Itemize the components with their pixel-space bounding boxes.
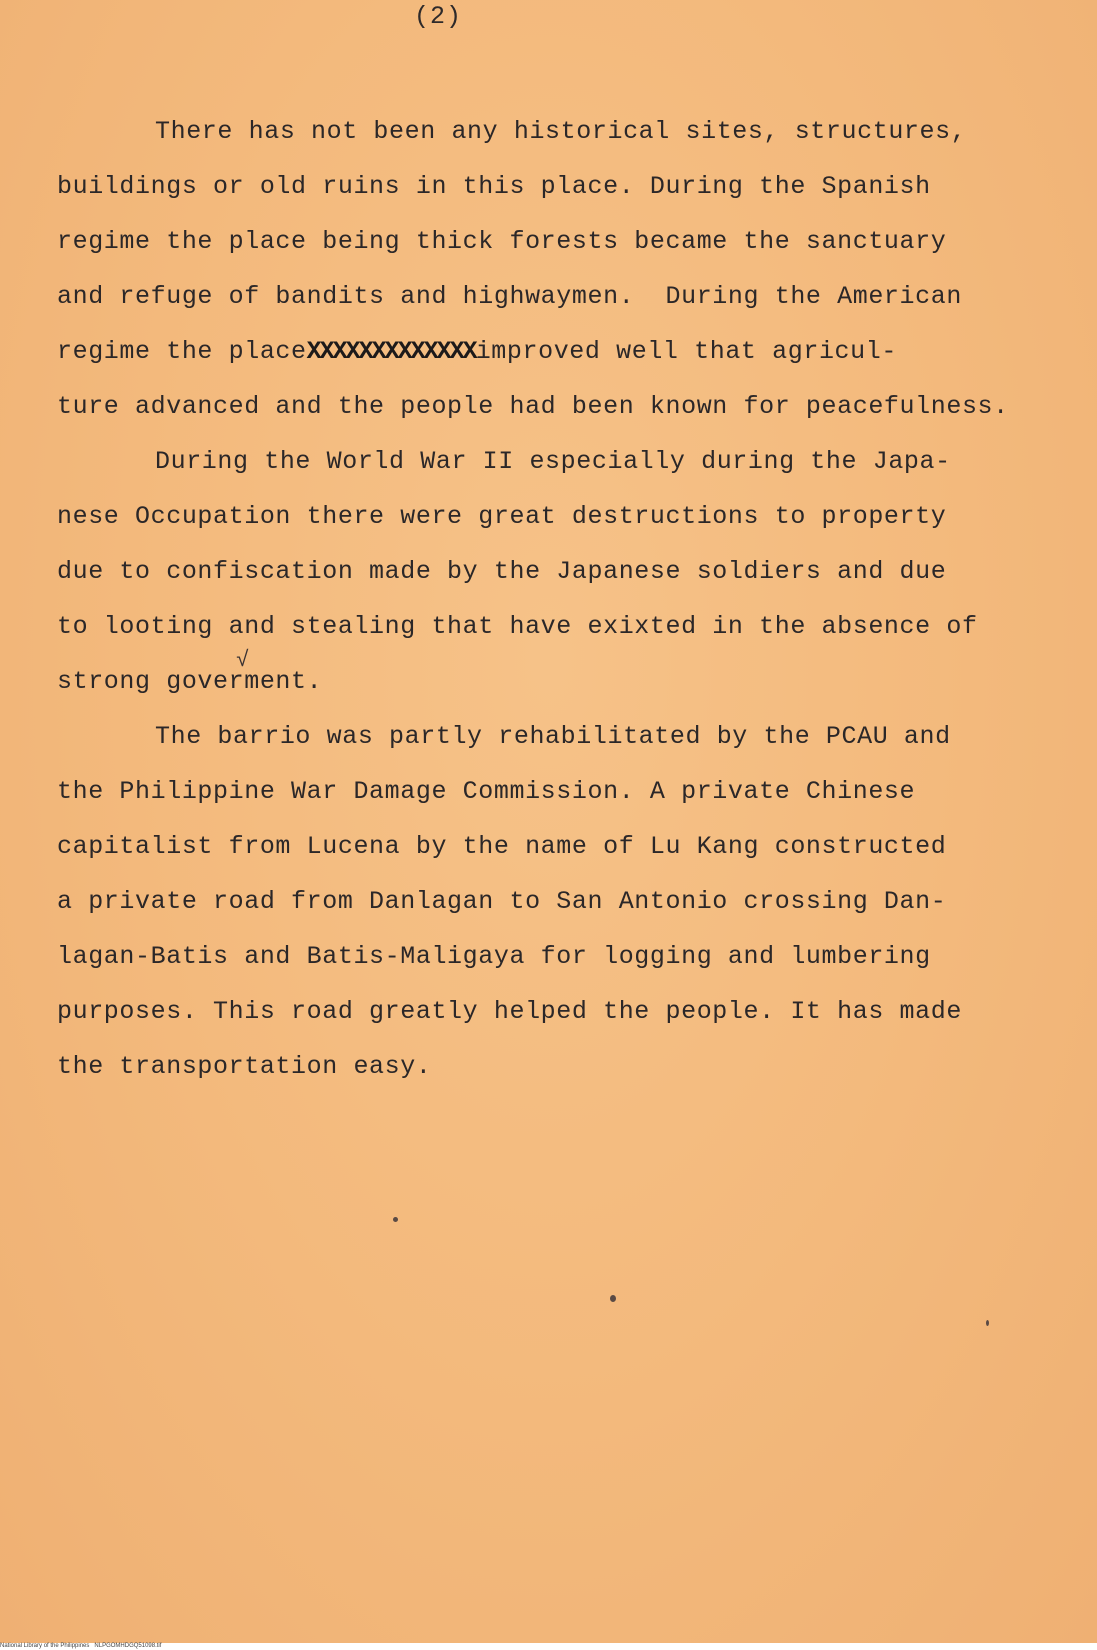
text-line: purposes. This road greatly helped the people. It has made <box>57 997 962 1026</box>
text-line: capitalist from Lucena by the name of Lu Kang constructed <box>57 832 947 861</box>
text-line: ture advanced and the people had been known for peacefulness. <box>57 392 1009 421</box>
paper-speck <box>393 1217 398 1222</box>
text-line: and refuge of bandits and highwaymen. During the American <box>57 282 962 311</box>
page-number: (2) <box>414 2 463 31</box>
archive-footer <box>0 1643 1097 1650</box>
body-text <box>57 104 1057 1094</box>
text-fragment: improved well that agricul- <box>475 337 897 366</box>
text-line: regime the place being thick forests became the sanctuary <box>57 227 947 256</box>
footer-source: National Library of the Philippines <box>0 1643 90 1649</box>
text-line: During the World War II especially during the Japa- <box>155 447 951 476</box>
text-line: a private road from Danlagan to San Antonio crossing Dan- <box>57 887 947 916</box>
text-line: buildings or old ruins in this place. During the Spanish <box>57 172 931 201</box>
text-line: the transportation easy. <box>57 1052 432 1081</box>
handwritten-caret-mark: √ <box>236 648 250 673</box>
paper-speck <box>610 1295 616 1302</box>
typed-strikeout: XXXXXXXXXXXXX <box>306 337 476 366</box>
text-line: nese Occupation there were great destructions to property <box>57 502 947 531</box>
text-line: to looting and stealing that have exixted in the absence of <box>57 612 978 641</box>
text-fragment: regime the place <box>57 337 307 366</box>
text-line: There has not been any historical sites, structures, <box>155 117 967 146</box>
text-line: lagan-Batis and Batis-Maligaya for logging and lumbering <box>57 942 931 971</box>
text-line-with-strikeout <box>57 324 1057 379</box>
footer-file-id: NLPGOMHDGQ51098.tif <box>94 1643 162 1649</box>
text-line: the Philippine War Damage Commission. A private Chinese <box>57 777 916 806</box>
text-line: The barrio was partly rehabilitated by the PCAU and <box>155 722 951 751</box>
text-line: due to confiscation made by the Japanese soldiers and due <box>57 557 947 586</box>
text-line: strong goverment. <box>57 667 323 696</box>
paper-speck <box>986 1320 989 1326</box>
